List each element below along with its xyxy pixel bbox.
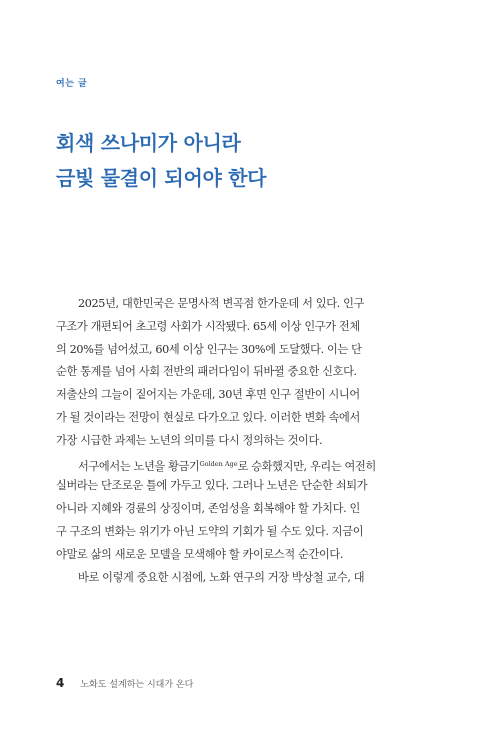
- text-line: 아니라 지혜와 경륜의 상징이며, 존엄성을 회복해야 할 가치다. 인: [56, 502, 360, 516]
- text-line: 야말로 삶의 새로운 모델을 모색해야 할 카이로스적 순간이다.: [56, 547, 344, 561]
- chapter-title-line-1: 회색 쓰나미가 아니라: [56, 131, 241, 155]
- text-line: [56, 453, 448, 476]
- text-fragment: 로 승화했지만, 우리는 여전히: [237, 459, 376, 473]
- text-line: 바로 이렇게 중요한 시점에, 노화 연구의 거장 박상철 교수, 대: [78, 570, 365, 584]
- chapter-title-line-2: 금빛 물결이 되어야 한다: [56, 166, 267, 190]
- text-line: 가 될 것이라는 전망이 현실로 다가오고 있다. 이러한 변화 속에서: [56, 410, 360, 424]
- text-line: 의 20%를 넘어섰고, 60세 이상 인구는 30%에 도달했다. 이는 단: [56, 342, 362, 356]
- text-fragment: 서구에서는 노년을 황금기: [78, 459, 200, 473]
- text-line: 가장 시급한 과제는 노년의 의미를 다시 정의하는 것이다.: [56, 433, 323, 447]
- text-line: 2025년, 대한민국은 문명사적 변곡점 한가운데 서 있다. 인구: [78, 297, 364, 310]
- text-line: 순한 통계를 넘어 사회 전반의 패러다임이 뒤바뀔 중요한 신호다.: [56, 365, 357, 379]
- text-line: 구조가 개편되어 초고령 사회가 시작됐다. 65세 이상 인구가 전체: [56, 319, 360, 333]
- body-text: [56, 293, 448, 589]
- text-line: 구 구조의 변화는 위기가 아닌 도약의 기회가 될 수도 있다. 지금이: [56, 524, 364, 538]
- chapter-title: [56, 126, 266, 196]
- text-line: 저출산의 그늘이 짙어지는 가운데, 30년 후면 인구 절반이 시니어: [56, 388, 360, 402]
- section-label: 여는 글: [56, 79, 88, 89]
- superscript-annotation: Golden Age: [199, 459, 238, 468]
- text-line: 실버라는 단조로운 틀에 가두고 있다. 그러나 노년은 단순한 쇠퇴가: [56, 479, 368, 493]
- page-number: 4: [56, 676, 65, 690]
- running-title: 노화도 설계하는 시대가 온다: [80, 680, 194, 690]
- page-footer: [56, 676, 193, 690]
